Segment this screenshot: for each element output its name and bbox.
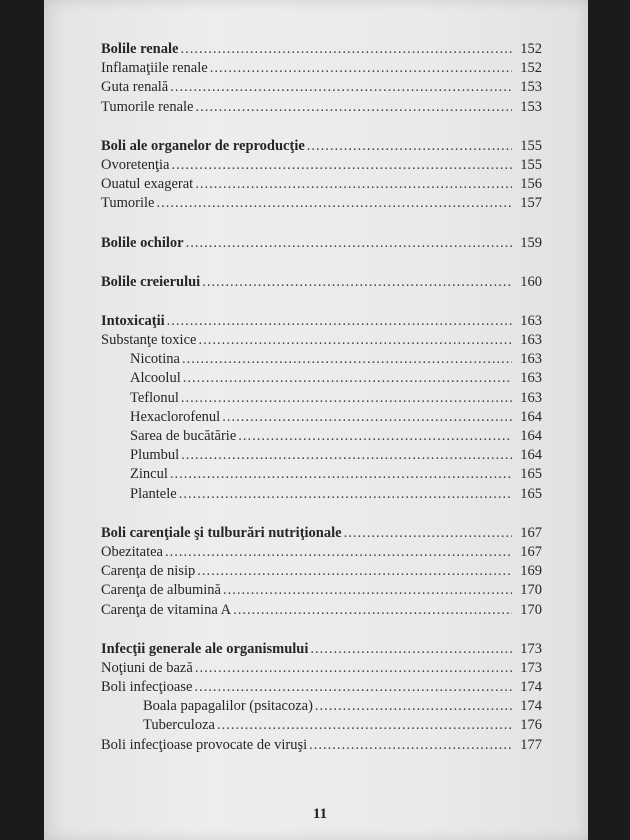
toc-page: 155 — [520, 156, 542, 173]
toc-entry — [101, 659, 542, 678]
dot-leader — [194, 678, 512, 697]
dot-leader — [344, 524, 512, 543]
toc-entry — [101, 273, 542, 292]
toc-page: 164 — [520, 428, 542, 444]
toc-title: Inflamaţiile renale — [101, 60, 208, 77]
section-gap — [101, 214, 542, 234]
toc-entry — [101, 98, 542, 117]
toc-page: 164 — [520, 408, 542, 425]
toc-title: Ovoretenţia — [101, 156, 170, 173]
toc-title: Tuberculoza — [143, 717, 215, 734]
dot-leader — [233, 601, 512, 620]
toc-page: 173 — [520, 659, 542, 676]
toc-page: 173 — [520, 640, 542, 657]
toc-title: Substanţe toxice — [101, 332, 197, 349]
toc-entry — [101, 350, 542, 369]
toc-title: Carenţa de nisip — [101, 563, 196, 580]
dot-leader — [197, 562, 512, 581]
dot-leader — [310, 640, 512, 659]
toc-page: 174 — [520, 679, 542, 696]
dot-leader — [315, 697, 512, 716]
dot-leader — [202, 273, 512, 292]
toc-entry — [101, 465, 542, 484]
section-gap — [101, 117, 542, 137]
toc-page: 177 — [520, 736, 542, 753]
toc-title: Bolile renale — [101, 41, 179, 57]
toc-entry — [101, 562, 542, 581]
toc-entry — [101, 581, 542, 600]
dot-leader — [182, 350, 512, 369]
dot-leader — [217, 716, 512, 735]
toc-title: Tumorile renale — [101, 98, 194, 115]
toc-title: Ouatul exagerat — [101, 176, 194, 193]
toc-title: Carenţa de vitamina A — [101, 601, 232, 618]
toc-page: 174 — [520, 698, 542, 715]
toc-page: 152 — [520, 60, 542, 77]
toc-page: 165 — [520, 485, 542, 502]
page-number: 11 — [312, 806, 328, 822]
toc-title: Nicotina — [130, 351, 180, 368]
toc-page: 155 — [520, 137, 542, 154]
dot-leader — [156, 194, 512, 213]
toc-title: Boli carenţiale şi tulburări nutriţionale — [101, 524, 342, 541]
toc-page: 170 — [520, 601, 542, 618]
dot-leader — [238, 427, 512, 446]
toc-entry — [101, 543, 542, 562]
toc-title: Carenţa de albumină — [101, 582, 221, 599]
toc-page: 163 — [520, 351, 542, 368]
section-gap — [101, 292, 542, 312]
dot-leader — [170, 465, 512, 484]
dot-leader — [180, 40, 512, 59]
toc-page: 163 — [520, 370, 542, 387]
toc-page: 167 — [520, 543, 542, 560]
dot-leader — [309, 736, 512, 755]
toc-title: Boli infecţioase provocate de viruşi — [101, 736, 308, 753]
toc-entry — [101, 312, 542, 331]
dot-leader — [183, 369, 512, 388]
toc-page: 157 — [520, 195, 542, 212]
dot-leader — [181, 446, 512, 465]
toc-entry — [101, 369, 542, 388]
dot-leader — [167, 312, 512, 331]
toc-page: 163 — [520, 332, 542, 349]
toc-page: 156 — [520, 176, 542, 193]
toc-title: Zincul — [130, 466, 168, 483]
toc-title: Boli infecţioase — [101, 679, 193, 696]
toc-entry — [101, 485, 542, 504]
toc-title: Alcoolul — [130, 370, 181, 387]
toc-entry — [101, 331, 542, 350]
toc-entry — [101, 389, 542, 408]
toc-entry — [101, 40, 542, 59]
toc-title: Hexaclorofenul — [130, 408, 221, 425]
dot-leader — [170, 78, 512, 97]
toc-page: 153 — [520, 79, 542, 96]
dot-leader — [179, 485, 512, 504]
toc-page: 152 — [520, 41, 542, 57]
toc-page: 163 — [520, 312, 542, 329]
toc-page: 159 — [520, 234, 542, 251]
section-gap — [101, 620, 542, 640]
toc-page: 176 — [520, 717, 542, 734]
toc-title: Bolile ochilor — [101, 234, 184, 251]
toc-entry — [101, 156, 542, 175]
toc-entry — [101, 194, 542, 213]
toc-title: Intoxicaţii — [101, 312, 165, 329]
toc-page: 165 — [520, 466, 542, 483]
section-gap — [101, 504, 542, 524]
toc-entry — [101, 640, 542, 659]
dot-leader — [222, 408, 512, 427]
toc-title: Infecţii generale ale organismului — [101, 640, 309, 657]
toc-title: Guta renală — [101, 79, 169, 96]
toc-title: Tumorile — [101, 195, 155, 212]
table-of-contents — [101, 40, 542, 755]
toc-entry — [101, 234, 542, 253]
dot-leader — [165, 543, 512, 562]
toc-title: Plumbul — [130, 447, 180, 464]
toc-page: 153 — [520, 98, 542, 115]
toc-page: 163 — [520, 389, 542, 406]
toc-title: Plantele — [130, 485, 177, 502]
dot-leader — [181, 389, 512, 408]
toc-title: Bolile creierului — [101, 273, 201, 290]
toc-title: Obezitatea — [101, 543, 163, 560]
dot-leader — [186, 234, 512, 253]
toc-entry — [101, 78, 542, 97]
dot-leader — [195, 175, 512, 194]
toc-page: 160 — [520, 273, 542, 290]
toc-entry — [101, 524, 542, 543]
dot-leader — [195, 659, 512, 678]
toc-page: 170 — [520, 582, 542, 599]
toc-entry — [101, 736, 542, 755]
toc-page: 164 — [520, 447, 542, 464]
toc-title: Sarea de bucătărie — [130, 428, 237, 444]
toc-entry — [101, 427, 542, 446]
dot-leader — [210, 59, 512, 78]
toc-page: 169 — [520, 563, 542, 580]
toc-title: Teflonul — [130, 389, 179, 406]
toc-title: Noţiuni de bază — [101, 659, 193, 676]
toc-entry — [101, 59, 542, 78]
toc-page: 167 — [520, 524, 542, 541]
toc-entry — [101, 175, 542, 194]
toc-entry — [101, 716, 542, 735]
toc-entry — [101, 137, 542, 156]
toc-entry — [101, 601, 542, 620]
toc-entry — [101, 446, 542, 465]
dot-leader — [171, 156, 512, 175]
dot-leader — [198, 331, 512, 350]
toc-entry — [101, 408, 542, 427]
dot-leader — [196, 98, 513, 117]
toc-entry — [101, 678, 542, 697]
toc-title: Boli ale organelor de reproducţie — [101, 137, 305, 154]
dot-leader — [307, 137, 512, 156]
toc-title: Boala papagalilor (psitacoza) — [143, 698, 313, 715]
dot-leader — [223, 581, 512, 600]
toc-entry — [101, 697, 542, 716]
section-gap — [101, 253, 542, 273]
